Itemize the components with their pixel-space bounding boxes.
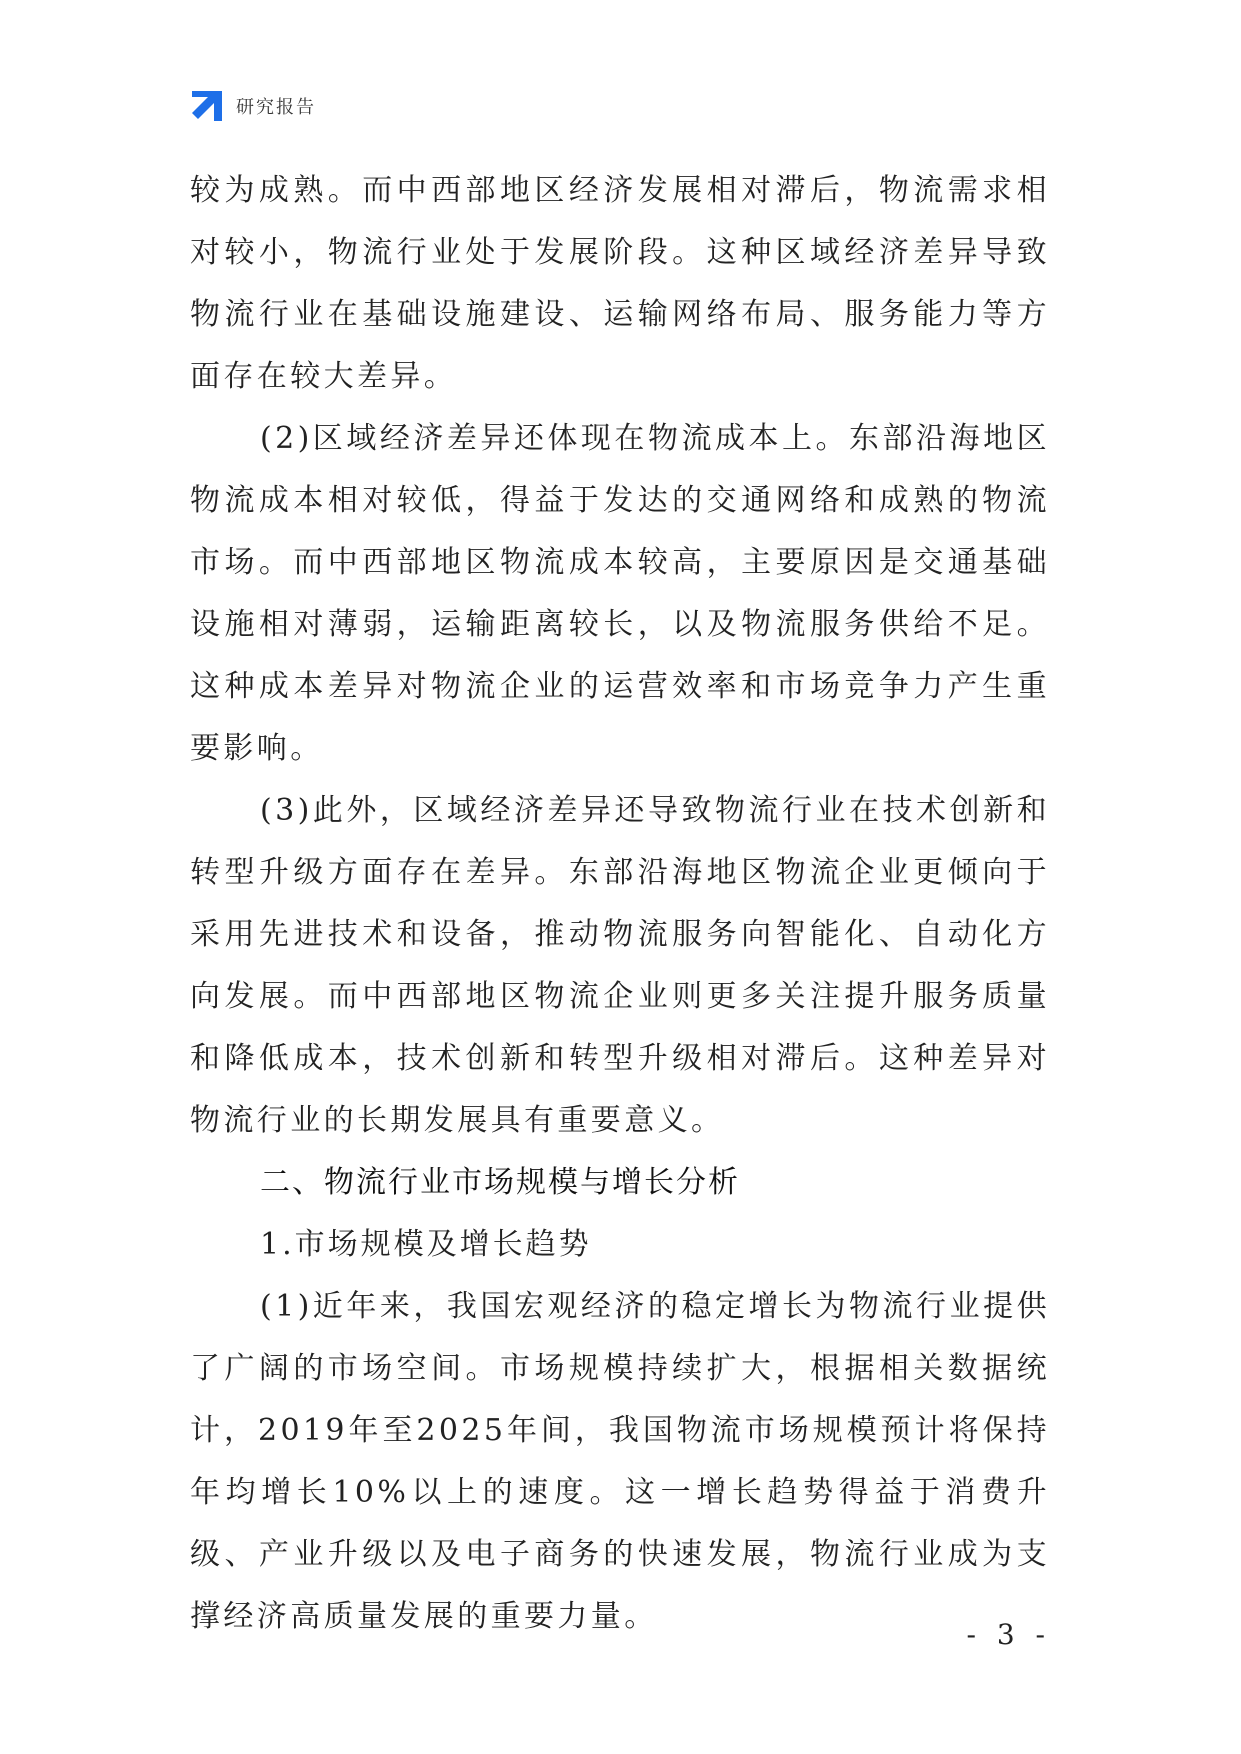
section-heading: 二、物流行业市场规模与增长分析 — [260, 1165, 740, 1200]
paragraph-tech-innovation: (3)此外，区域经济差异还导致物流行业在技术创新和转型升级方面存在差异。东部沿海地区物流企业更倾向于采用先进技术和设备，推动物流服务向智能化、自动化方向发展。而中西部地区物流企业则更多关注提升服务质量和降低成本，技术创新和转型升级相对滞后。这种差异对物流行业的长期发展具有重要意义。 — [190, 793, 1050, 1138]
paragraph-market-growth: (1)近年来，我国宏观经济的稳定增长为物流行业提供了广阔的市场空间。市场规模持续扩大，根据相关数据统计，2019年至2025年间，我国物流市场规模预计将保持年均增长10%以上的速度。这一增长趋势得益于消费升级、产业升级以及电子商务的快速发展，物流行业成为支撑经济高质量发展的重要力量。 — [190, 1289, 1050, 1634]
paragraph-cost-difference: (2)区域经济差异还体现在物流成本上。东部沿海地区物流成本相对较低，得益于发达的交通网络和成熟的物流市场。而中西部地区物流成本较高，主要原因是交通基础设施相对薄弱，运输距离较长，以及物流服务供给不足。这种成本差异对物流企业的运营效率和市场竞争力产生重要影响。 — [190, 421, 1050, 766]
page-number: - 3 - — [966, 1618, 1051, 1651]
arrow-logo-icon — [190, 89, 224, 123]
subsection-heading: 1.市场规模及增长趋势 — [260, 1227, 592, 1262]
document-body — [190, 160, 1050, 1648]
report-header — [190, 88, 316, 124]
paragraph-continuation: 较为成熟。而中西部地区经济发展相对滞后，物流需求相对较小，物流行业处于发展阶段。这种区域经济差异导致物流行业在基础设施建设、运输网络布局、服务能力等方面存在较大差异。 — [190, 173, 1050, 394]
header-title: 研究报告 — [236, 97, 316, 118]
